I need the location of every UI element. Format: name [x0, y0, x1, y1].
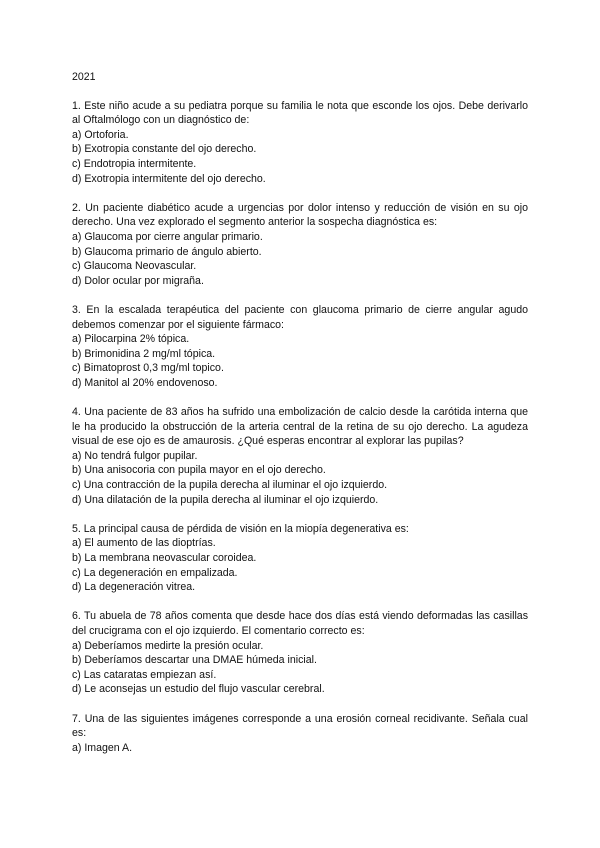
- answer-option: a) Glaucoma por cierre angular primario.: [72, 230, 263, 243]
- question-7: [72, 712, 528, 756]
- answer-option: a) Imagen A.: [72, 741, 133, 754]
- answer-option: d) Una dilatación de la pupila derecha al iluminar el ojo izquierdo.: [72, 493, 379, 506]
- answer-option: c) Bimatoprost 0,3 mg/ml topico.: [72, 362, 224, 375]
- question-4: [72, 405, 528, 507]
- answer-option: a) No tendrá fulgor pupilar.: [72, 449, 198, 462]
- answer-option: a) El aumento de las dioptrías.: [72, 537, 216, 550]
- question-3: [72, 303, 528, 391]
- answer-option: c) Glaucoma Neovascular.: [72, 260, 197, 273]
- document-page: [72, 70, 528, 770]
- answer-option: a) Pilocarpina 2% tópica.: [72, 333, 190, 346]
- answer-option: d) Manitol al 20% endovenoso.: [72, 376, 218, 389]
- question-2: [72, 201, 528, 289]
- answer-option: c) Las cataratas empiezan así.: [72, 668, 217, 681]
- answer-option: c) Una contracción de la pupila derecha al iluminar el ojo izquierdo.: [72, 479, 388, 492]
- answer-option: b) Deberíamos descartar una DMAE húmeda inicial.: [72, 654, 317, 667]
- answer-option: a) Ortoforia.: [72, 128, 129, 141]
- document-year: 2021: [72, 71, 96, 83]
- question-stem: 3. En la escalada terapéutica del paciente con glaucoma primario de cierre angular agudo debemos comenzar por el siguiente fármaco:: [72, 303, 528, 331]
- answer-option: b) Brimonidina 2 mg/ml tópica.: [72, 347, 216, 360]
- answer-option: a) Deberíamos medirte la presión ocular.: [72, 639, 264, 652]
- question-stem: 6. Tu abuela de 78 años comenta que desde hace dos días está viendo deformadas las casillas del crucigrama con el ojo izquierdo. El comentario correcto es:: [72, 610, 528, 637]
- question-stem: 1. Este niño acude a su pediatra porque su familia le nota que esconde los ojos. Debe derivarlo al Oftalmólogo con un diagnóstico de:: [72, 99, 528, 127]
- answer-option: c) La degeneración en empalizada.: [72, 566, 238, 579]
- answer-option: b) Glaucoma primario de ángulo abierto.: [72, 245, 262, 258]
- question-stem: 5. La principal causa de pérdida de visión en la miopía degenerativa es:: [72, 522, 409, 535]
- answer-option: b) Una anisocoria con pupila mayor en el ojo derecho.: [72, 464, 326, 477]
- question-stem: 4. Una paciente de 83 años ha sufrido una embolización de calcio desde la carótida interna que le ha producido la obstrucción de la arteria central de la retina de su ojo derecho. La agudeza visual de ese ojo es de amaurosis. ¿Qué esperas encontrar al explorar las pupilas?: [72, 406, 528, 448]
- question-stem: 7. Una de las siguientes imágenes corresponde a una erosión corneal recidivante. Señala cual es:: [72, 712, 528, 740]
- question-1: [72, 99, 528, 187]
- answer-option: d) La degeneración vitrea.: [72, 581, 196, 594]
- question-stem: 2. Un paciente diabético acude a urgencias por dolor intenso y reducción de visión en su ojo derecho. Una vez explorado el segmento anterior la sospecha diagnóstica es:: [72, 201, 528, 229]
- question-6: [72, 609, 528, 697]
- answer-option: b) Exotropia constante del ojo derecho.: [72, 143, 257, 156]
- answer-option: b) La membrana neovascular coroidea.: [72, 552, 257, 564]
- answer-option: c) Endotropia intermitente.: [72, 157, 197, 170]
- answer-option: d) Exotropia intermitente del ojo derecho.: [72, 172, 266, 185]
- question-5: [72, 522, 528, 595]
- answer-option: d) Le aconsejas un estudio del flujo vascular cerebral.: [72, 683, 325, 696]
- answer-option: d) Dolor ocular por migraña.: [72, 274, 204, 287]
